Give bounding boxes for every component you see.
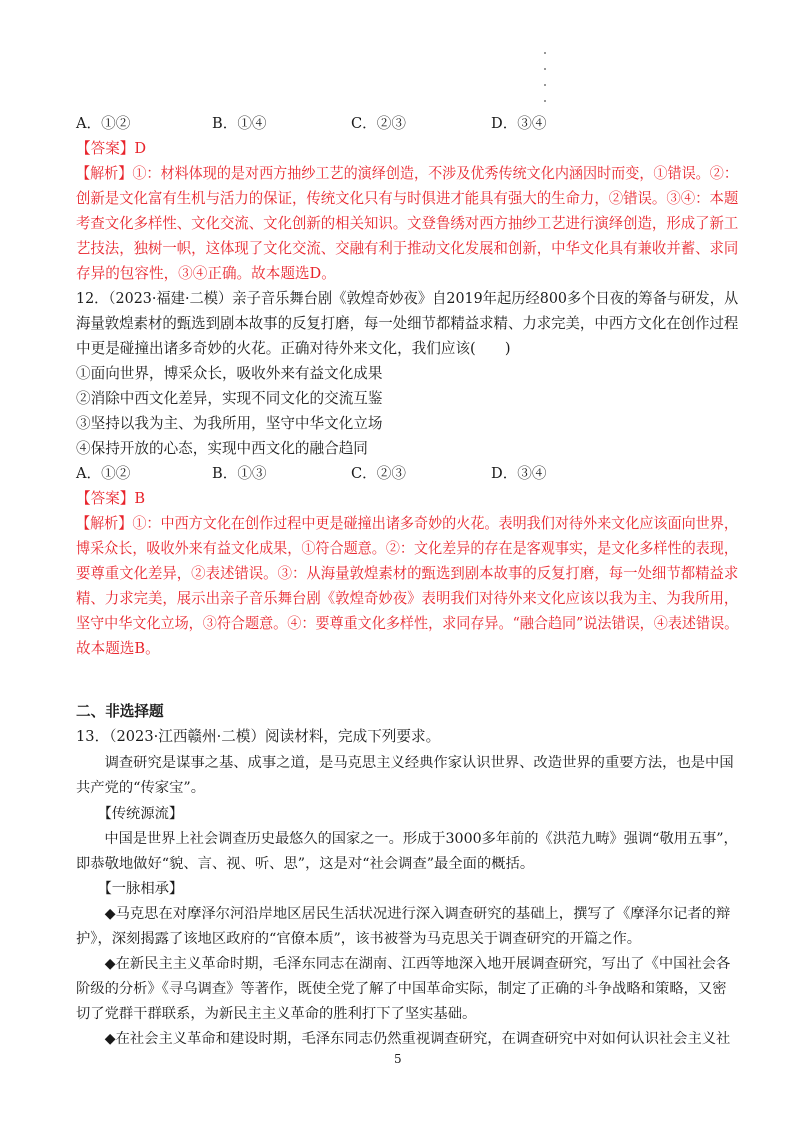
q12-item: ③坚持以我为主、为我所用，坚守中华文化立场 — [76, 415, 383, 432]
q12-analysis-line: 【解析】①：中西方文化在创作过程中更是碰撞出诸多奇妙的火花。表明我们对待外来文化应该面向世界， — [76, 515, 738, 532]
q12-analysis-line: 精、力求完美，展示出亲子音乐舞台剧《敦煌奇妙夜》表明我们对待外来文化应该以我为主、为我所用， — [76, 590, 739, 607]
q13-stem: 13．（2023·江西赣州·二模）阅读材料，完成下列要求。 — [76, 728, 441, 745]
q13-material-line: 调查研究是谋事之基、成事之道，是马克思主义经典作家认识世界、改造世界的重要方法，也是中国 — [76, 755, 734, 771]
q13-material-line: 切了党群干群联系，为新民主主义革命的胜利打下了坚实基础。 — [76, 1006, 477, 1022]
q12-option-b: B．①③ — [212, 465, 267, 482]
q13-material-line: 护》，深刻揭露了该地区政府的“官僚本质”，该书被誉为马克思关于调查研究的开篇之作。 — [76, 931, 642, 947]
q11-answer: 【答案】D — [76, 140, 147, 157]
q11-analysis-line: 考查文化多样性、文化交流、文化创新的相关知识。文登鲁绣对西方抽纱工艺进行演绎创造，形成了新工 — [76, 215, 739, 232]
q12-option-d: D．③④ — [491, 465, 547, 482]
q12-analysis-line: 博采众长，吸收外来有益文化成果，①符合题意。②：文化差异的存在是客观事实，是文化多样性的表现， — [76, 540, 738, 557]
section-title: 二、非选择题 — [76, 703, 164, 720]
q11-analysis-line: 存异的包容性，③④正确。故本题选D。 — [76, 265, 336, 282]
q12-item: ④保持开放的心态，实现中西文化的融合趋同 — [76, 440, 368, 457]
q13-material-line: 中国是世界上社会调查历史最悠久的国家之一。形成于3000多年前的《洪范九畴》强调“敬用五事”， — [76, 831, 738, 847]
q11-analysis-line: 艺技法，独树一帜，这体现了文化交流、交融有利于推动文化发展和创新，中华文化具有兼收并蓄、求同 — [76, 240, 739, 257]
q12-option-c: C．②③ — [351, 465, 406, 482]
q12-answer: 【答案】B — [76, 490, 146, 507]
q11-option-a: A．①② — [76, 115, 131, 132]
q13-material-line: 【传统源流】 — [76, 806, 184, 822]
page-number: 5 — [394, 1052, 402, 1066]
q13-material-line: 共产党的“传家宝”。 — [76, 780, 205, 796]
q11-option-d: D．③④ — [491, 115, 547, 132]
q12-stem-line: 12．（2023·福建·二模）亲子音乐舞台剧《敦煌奇妙夜》自2019年起历经800多个日夜的筹备与研发，从 — [76, 290, 739, 307]
q12-stem-line: 海量敦煌素材的甄选到剧本故事的反复打磨，每一处细节都精益求精、力求完美，中西方文化在创作过程 — [76, 315, 739, 332]
q12-item: ①面向世界，博采众长，吸收外来有益文化成果 — [76, 365, 383, 382]
q11-analysis-line: 【解析】①：材料体现的是对西方抽纱工艺的演绎创造，不涉及优秀传统文化内涵因时而变，①错误。②： — [76, 165, 738, 182]
q12-analysis-line: 要尊重文化差异，②表述错误。③：从海量敦煌素材的甄选到剧本故事的反复打磨，每一处细节都精益求 — [76, 565, 739, 582]
q11-option-c: C．②③ — [351, 115, 406, 132]
q13-material-line: ◆马克思在对摩泽尔河沿岸地区居民生活状况进行深入调查研究的基础上，撰写了《摩泽尔记者的辩 — [76, 906, 731, 922]
q12-analysis-line: 坚守中华文化立场，③符合题意。④：要尊重文化多样性，求同存异。“融合趋同”说法错误，④表述错误。 — [76, 615, 739, 632]
q13-material-line: 即恭敬地做好“貌、言、视、听、思”，这是对“社会调查”最全面的概括。 — [76, 856, 535, 872]
q11-option-b: B．①④ — [212, 115, 267, 132]
q12-option-a: A．①② — [76, 465, 131, 482]
q13-material-line: ◆在新民主主义革命时期，毛泽东同志在湖南、江西等地深入地开展调查研究，写出了《中国社会各 — [76, 956, 731, 972]
q13-material-line: 【一脉相承】 — [76, 881, 184, 897]
decorative-dots — [542, 52, 548, 112]
q12-stem-line: 中更是碰撞出诸多奇妙的火花。正确对待外来文化，我们应该( ) — [76, 340, 511, 357]
q12-analysis-line: 故本题选B。 — [76, 640, 160, 657]
q12-item: ②消除中西文化差异，实现不同文化的交流互鉴 — [76, 390, 383, 407]
q11-analysis-line: 创新是文化富有生机与活力的保证，传统文化只有与时俱进才能具有强大的生命力，②错误。③④：本题 — [76, 190, 739, 207]
q13-material-line: 阶级的分析》《寻乌调查》等著作，既使全党了解了中国革命实际，制定了正确的斗争战略和策略，又密 — [76, 981, 727, 997]
q13-material-line: ◆在社会主义革命和建设时期，毛泽东同志仍然重视调查研究，在调查研究中对如何认识社会主义社 — [76, 1031, 731, 1047]
